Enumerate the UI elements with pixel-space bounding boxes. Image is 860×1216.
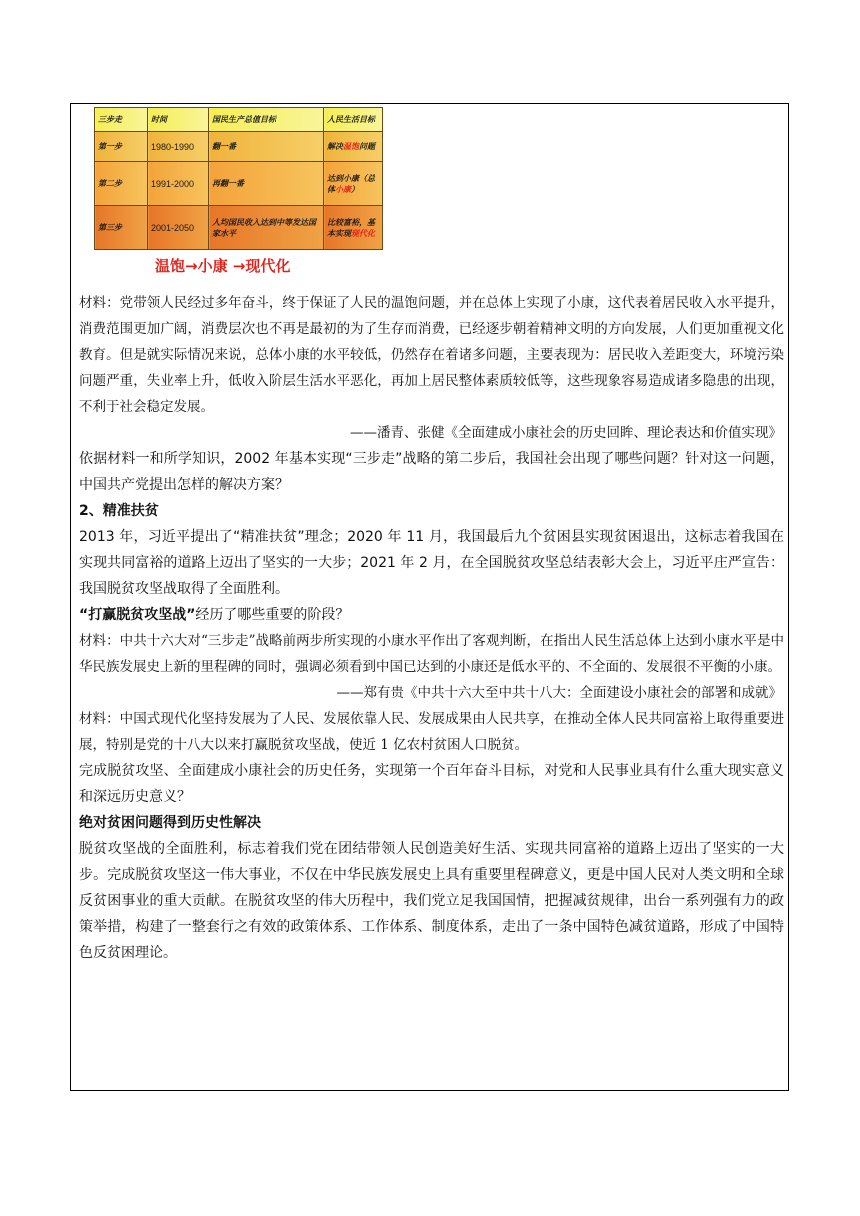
header-cell: 三步走 [95,108,148,132]
source-2: ——郑有贵《中共十六大至中共十八大：全面建设小康社会的部署和成就》 [336,685,782,701]
header-cell: 时间 [148,108,209,132]
life-highlight: 温饱 [343,141,359,151]
source-1: ——潘青、张健《全面建成小康社会的历史回眸、理论表达和价值实现》 [350,425,782,441]
life-highlight: 现代化 [351,227,375,238]
life-cell [324,162,383,206]
header-cell: 国民生产总值目标 [209,108,324,132]
life-highlight: 小康 [335,183,351,194]
flow-caption: 温饱→小康 →现代化 [155,257,291,275]
material-3: 材料：中国式现代化坚持发展为了人民、发展依靠人民、发展成果由人民共享，在推动全体人民共同富裕上取得重要进展，特别是党的十八大以来打赢脱贫攻坚战，使近 1 亿农村贫困人口脱贫。 [79,711,784,753]
section-heading-3: 绝对贫困问题得到历史性解决 [79,815,261,831]
text-body [79,290,784,966]
material-2: 材料：中共十六大对“三步走”战略前两步所实现的小康水平作出了客观判断，在指出人民生活总体上达到小康水平是中华民族发展史上新的里程碑的同时，强调必须看到中国已达到的小康还是低水平的、不全面的、发展很不平衡的小康。 [79,633,784,675]
gdp-cell: 翻一番 [209,132,324,162]
time-cell: 1991-2000 [148,162,209,206]
life-cell [324,132,383,162]
three-steps-table [94,107,383,250]
time-cell: 2001-2050 [148,206,209,250]
content-frame [70,103,789,1091]
table-row [95,132,383,162]
life-cell [324,206,383,250]
life-text: 比较富裕，基本实现 [327,216,375,238]
question-2 [79,602,784,628]
gdp-cell: 再翻一番 [209,162,324,206]
section-heading-2: 2、精准扶贫 [79,503,159,519]
life-text: ） [351,183,359,194]
paragraph-2: 2013 年，习近平提出了“精准扶贫”理念；2020 年 11 月，我国最后九个贫困县实现贫困退出，这标志着我国在实现共同富裕的道路上迈出了坚实的一大步；2021 年 2 月，在全国脱贫攻坚总结表彰大会上，习近平庄严宣告：我国脱贫攻坚战取得了全面胜利。 [79,529,784,597]
question-3: 完成脱贫攻坚、全面建成小康社会的历史任务，实现第一个百年奋斗目标，对党和人民事业具有什么重大现实意义和深远历史意义？ [79,763,784,805]
question-2-rest: 经历了哪些重要的阶段？ [195,607,350,623]
material-1: 材料：党带领人民经过多年奋斗，终于保证了人民的温饱问题，并在总体上实现了小康，这代表着居民收入水平提升，消费范围更加广阔，消费层次也不再是最初的为了生存而消费，已经逐步朝着精神文明的方向发展，人们更加重视文化教育。但是就实际情况来说，总体小康的水平较低，仍然存在着诸多问题，主要表现为：居民收入差距变大，环境污染问题严重，失业率上升，低收入阶层生活水平恶化，再加上居民整体素质较低等，这些现象容易造成诸多隐患的出现，不利于社会稳定发展。 [79,295,784,415]
time-cell: 1980-1990 [148,132,209,162]
life-text: 达到小康（总体 [327,172,375,194]
table-header-row [95,108,383,132]
question-1: 依据材料一和所学知识，2002 年基本实现“三步走”战略的第二步后，我国社会出现了哪些问题？针对这一问题，中国共产党提出怎样的解决方案？ [79,451,784,493]
life-text: 解决 [327,141,343,151]
step-cell: 第一步 [95,132,148,162]
gdp-cell: 人均国民收入达到中等发达国家水平 [209,206,324,250]
table-row [95,206,383,250]
table-row [95,162,383,206]
life-text: 问题 [359,141,375,151]
step-cell: 第二步 [95,162,148,206]
question-2-bold: “打赢脱贫攻坚战” [79,607,196,623]
header-cell: 人民生活目标 [324,108,383,132]
paragraph-3: 脱贫攻坚战的全面胜利，标志着我们党在团结带领人民创造美好生活、实现共同富裕的道路上迈出了坚实的一大步。完成脱贫攻坚这一伟大事业，不仅在中华民族发展史上具有重要里程碑意义，更是中国人民对人类文明和全球反贫困事业的重大贡献。在脱贫攻坚的伟大历程中，我们党立足我国国情，把握减贫规律，出台一系列强有力的政策举措，构建了一整套行之有效的政策体系、工作体系、制度体系，走出了一条中国特色减贫道路，形成了中国特色反贫困理论。 [79,841,784,961]
step-cell: 第三步 [95,206,148,250]
